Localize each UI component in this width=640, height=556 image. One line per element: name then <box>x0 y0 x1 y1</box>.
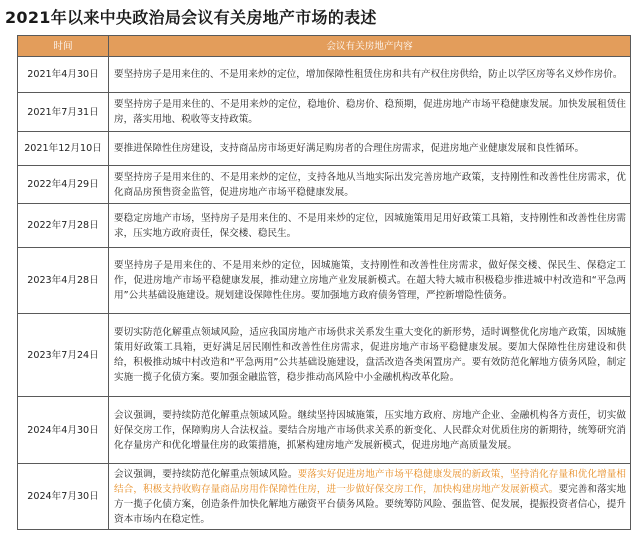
row-date: 2022年4月29日 <box>18 166 109 204</box>
table-row <box>18 132 631 166</box>
table-row <box>18 397 631 464</box>
row-content <box>109 93 631 132</box>
row-content <box>109 204 631 248</box>
table-row <box>18 248 631 314</box>
row-content <box>109 314 631 397</box>
table-row <box>18 464 631 530</box>
content-text-after: 要完善和落实地方一揽子化债方案，创造条件加快化解地方融资平台债务风险。要统筹防风险、强监管、促发展，提振投资者信心，提升资本市场内在稳定性。 <box>114 483 627 525</box>
row-date: 2021年7月31日 <box>18 93 109 132</box>
row-content <box>109 57 631 93</box>
content-text: 要坚持房子是用来住的、不是用来炒的定位，稳地价、稳房价、稳预期，促进房地产市场平稳健康发展。加快发展租赁住房，落实用地、税收等支持政策。 <box>114 99 626 125</box>
table-row <box>18 314 631 397</box>
content-text: 要坚持房子是用来住的、不是用来炒的定位，因城施策，支持刚性和改善性住房需求，做好保交楼、保民生、保稳定工作，促进房地产市场平稳健康发展，推动建立房地产业发展新模式。在超大特大城市积极稳步推进城中村改造和“平急两用”公共基础设施建设。规划建设保障性住房。要加强地方政府债务管理，严控新增隐性债务。 <box>114 260 626 301</box>
content-text: 要推进保障性住房建设，支持商品房市场更好满足购房者的合理住房需求，促进房地产业健康发展和良性循环。 <box>114 143 585 154</box>
content-text: 要坚持房子是用来住的、不是用来炒的定位，增加保障性租赁住房和共有产权住房供给，防止以学区房等名义炒作房价。 <box>114 69 623 80</box>
row-content <box>109 166 631 204</box>
row-date: 2023年4月28日 <box>18 248 109 314</box>
row-content <box>109 464 631 530</box>
row-date: 2022年7月28日 <box>18 204 109 248</box>
page-title: 2021年以来中央政治局会议有关房地产市场的表述 <box>5 8 377 27</box>
content-text: 要切实防范化解重点领域风险，适应我国房地产市场供求关系发生重大变化的新形势，适时调整优化房地产政策，因城施策用好政策工具箱，更好满足居民刚性和改善性住房需求，促进房地产市场平稳健康发展。要加大保障性住房建设和供给，积极推动城中村改造和“平急两用”公共基础设施建设，盘活改造各类闲置房产。要有效防范化解地方债务风险，制定实施一揽子化债方案。要加强金融监管，稳步推动高风险中小金融机构改革化险。 <box>114 327 626 383</box>
row-date: 2023年7月24日 <box>18 314 109 397</box>
table-row <box>18 166 631 204</box>
content-text: 要稳定房地产市场，坚持房子是用来住的、不是用来炒的定位，因城施策用足用好政策工具箱，支持刚性和改善性住房需求，压实地方政府责任，保交楼、稳民生。 <box>114 212 626 239</box>
highlighted-text: 要落实好促进房地产市场平稳健康发展的新政策，坚持消化存量和优化增量相结合，积极支持收购存量商品房用作保障性住房，进一步做好保交房工作，加快构建房地产发展新模式。 <box>114 468 627 495</box>
row-date: 2024年7月30日 <box>18 464 109 530</box>
row-content <box>109 397 631 464</box>
row-date: 2021年12月10日 <box>18 132 109 166</box>
header-content: 会议有关房地产内容 <box>109 36 631 57</box>
header-date: 时间 <box>18 36 109 57</box>
row-content <box>109 132 631 166</box>
content-text: 要坚持房子是用来住的、不是用来炒的定位，支持各地从当地实际出发完善房地产政策，支持刚性和改善性住房需求，优化商品房预售资金监管，促进房地产市场平稳健康发展。 <box>114 171 626 198</box>
content-text: 会议强调，要持续防范化解重点领域风险。 <box>114 468 298 480</box>
table-row <box>18 93 631 132</box>
table-row <box>18 204 631 248</box>
row-date: 2021年4月30日 <box>18 57 109 93</box>
content-text: 会议强调，要持续防范化解重点领域风险。继续坚持因城施策，压实地方政府、房地产企业、金融机构各方责任，切实做好保交房工作，保障购房人合法权益。要结合房地产市场供求关系的新变化、人民群众对优质住房的新期待，统筹研究消化存量房产和优化增量住房的政策措施，抓紧构建房地产发展新模式，促进房地产高质量发展。 <box>114 409 626 451</box>
policy-table <box>17 35 631 530</box>
table-row <box>18 57 631 93</box>
row-date: 2024年4月30日 <box>18 397 109 464</box>
table-header-row <box>18 36 631 57</box>
row-content <box>109 248 631 314</box>
